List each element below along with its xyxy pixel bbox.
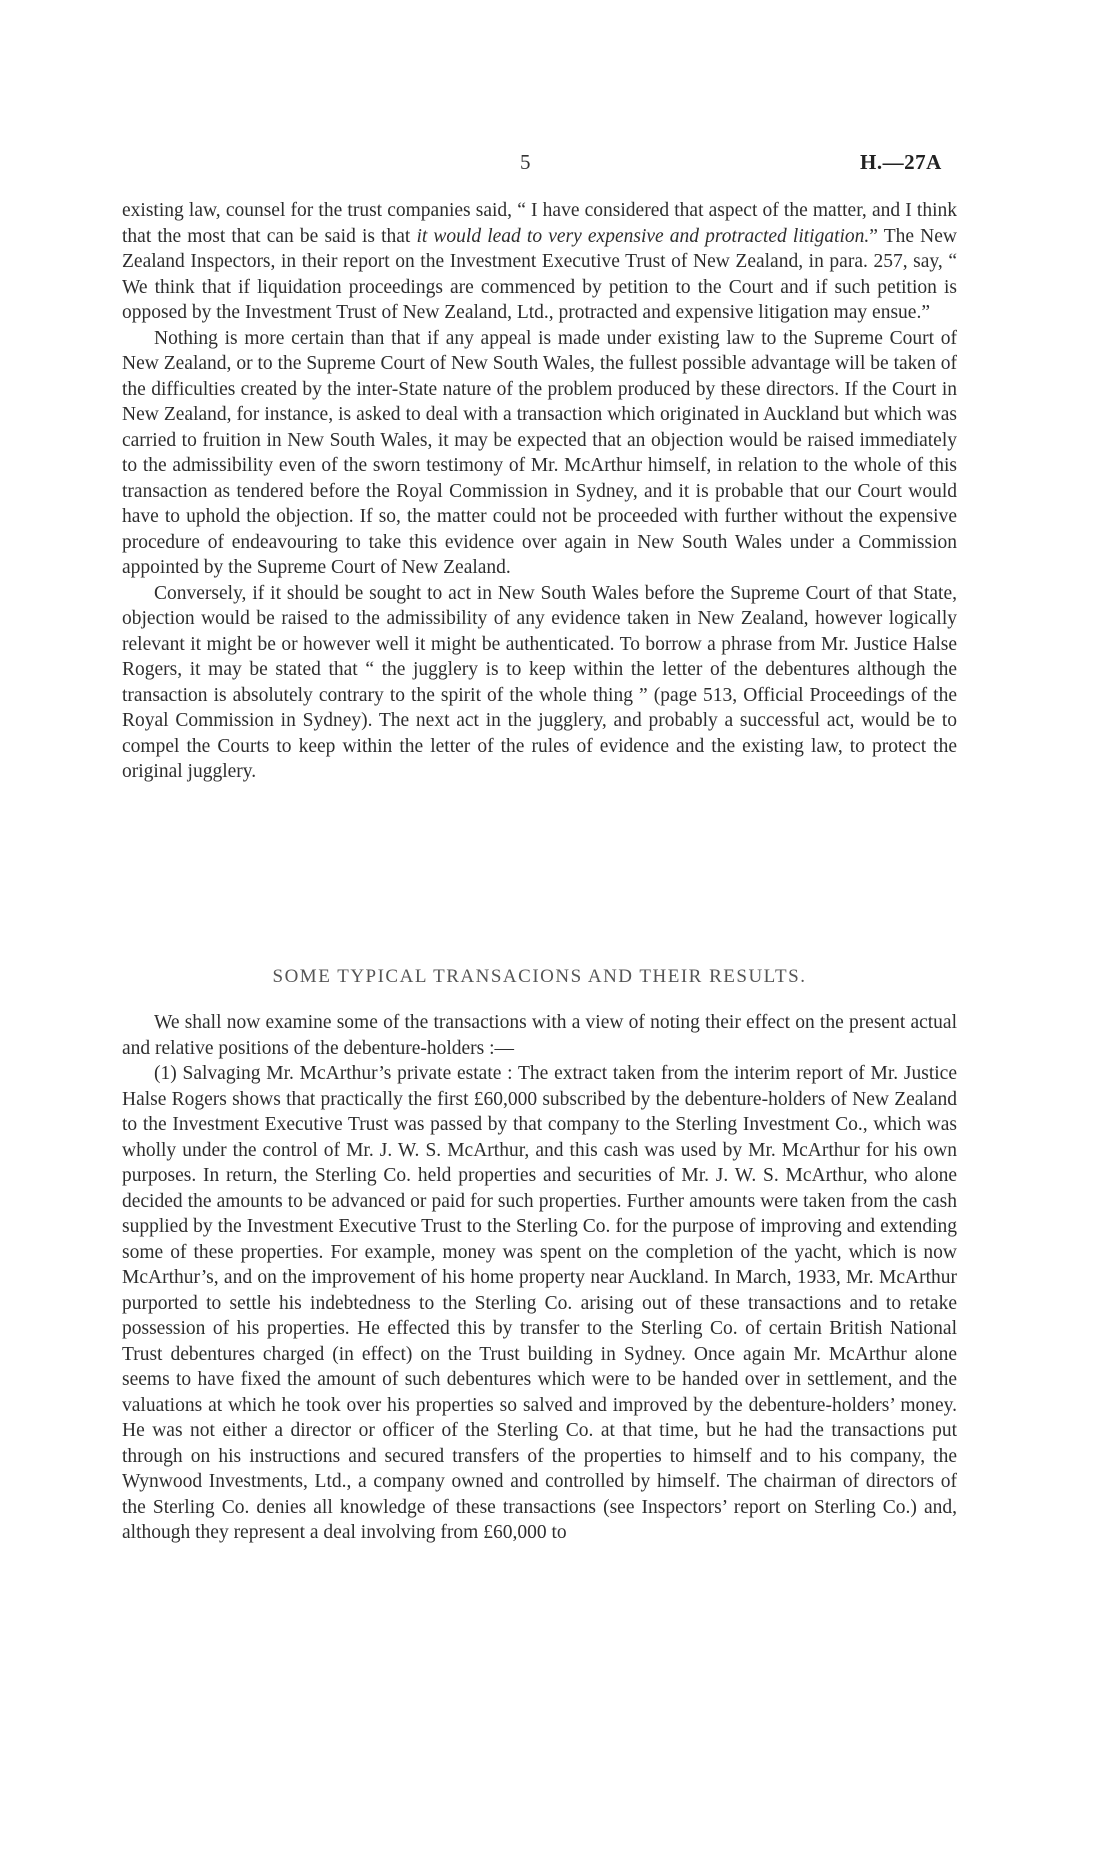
body-text-upper <box>122 198 957 785</box>
paragraph-1-text-a: existing law, counsel for the trust companies said, “ I have considered that aspect of the matter, and I think that the most that can be said is that <box>122 200 957 247</box>
paragraph-1-italic-quote: it would lead to very expensive and protracted litigation. <box>416 225 870 247</box>
body-text-lower <box>122 1010 957 1546</box>
page-number: 5 <box>520 150 531 174</box>
paragraph-1 <box>122 198 957 326</box>
section-heading: SOME TYPICAL TRANSACIONS AND THEIR RESULTS. <box>272 966 807 987</box>
document-reference: H.—27A <box>860 150 942 174</box>
paragraph-2: Nothing is more certain than that if any appeal is made under existing law to the Supreme Court of New Zealand, or to the Supreme Court of New South Wales, the fullest possible advantage will be taken of the difficulties created by the inter-State nature of the problem produced by these directors. If the Court in New Zealand, for instance, is asked to deal with a transaction which originated in Auckland but which was carried to fruition in New South Wales, it may be expected that an objection would be raised immediately to the admissibility even of the sworn testimony of Mr. McArthur himself, in relation to the whole of this transaction as tendered before the Royal Commission in Sydney, and it is probable that our Court would have to uphold the objection. If so, the matter could not be proceeded with further without the expensive procedure of endeavouring to take this evidence over again in New South Wales under a Commission appointed by the Supreme Court of New Zealand. <box>122 327 957 578</box>
paragraph-5: (1) Salvaging Mr. McArthur’s private estate : The extract taken from the interim report of Mr. Justice Halse Rogers shows that practically the first £60,000 subscribed by the debenture-holders of New Zealand to the Investment Executive Trust was passed by that company to the Sterling Investment Co., which was wholly under the control of Mr. J. W. S. McArthur, and this cash was used by Mr. McArthur for his own purposes. In return, the Sterling Co. held properties and securities of Mr. J. W. S. McArthur, who alone decided the amounts to be advanced or paid for such properties. Further amounts were taken from the cash supplied by the Investment Executive Trust to the Sterling Co. for the purpose of improving and extending some of these properties. For example, money was spent on the completion of the yacht, which is now McArthur’s, and on the improvement of his home property near Auckland. In March, 1933, Mr. McArthur purported to settle his indebtedness to the Sterling Co. arising out of these transactions and to retake possession of his properties. He effected this by transfer to the Sterling Co. of certain British National Trust debentures charged (in effect) on the Trust building in Sydney. Once again Mr. McArthur alone seems to have fixed the amount of such debentures which were to be handed over in settlement, and the valuations at which he took over his properties so salved and improved by the debenture-holders’ money. He was not either a director or officer of the Sterling Co. at that time, but he had the transactions put through on his instructions and secured transfers of the properties to himself and to his company, the Wynwood Investments, Ltd., a company owned and controlled by himself. The chairman of directors of the Sterling Co. denies all knowledge of these transactions (see Inspectors’ report on Sterling Co.) and, although they represent a deal involving from £60,000 to <box>122 1063 957 1543</box>
paragraph-4: We shall now examine some of the transactions with a view of noting their effect on the present actual and relative positions of the debenture-holders :— <box>122 1012 957 1059</box>
paragraph-1-text-b: ” The New Zealand Inspectors, in their report on the Investment Executive Trust of New Zealand, in para. 257, say, “ We think that if liquidation proceedings are commenced by petition to the Court and if such petition is opposed by the Investment Trust of New Zealand, Ltd., protracted and expensive litigation may ensue.” <box>122 225 957 323</box>
paragraph-3: Conversely, if it should be sought to act in New South Wales before the Supreme Court of that State, objection would be raised to the admissibility of any evidence taken in New Zealand, however logically relevant it might be or however well it might be authenticated. To borrow a phrase from Mr. Justice Halse Rogers, it may be stated that “ the jugglery is to keep within the letter of the debentures although the transaction is absolutely contrary to the spirit of the whole thing ” (page 513, Official Proceedings of the Royal Commission in Sydney). The next act in the jugglery, and probably a successful act, would be to compel the Courts to keep within the letter of the rules of evidence and the existing law, to protect the original jugglery. <box>122 582 957 782</box>
